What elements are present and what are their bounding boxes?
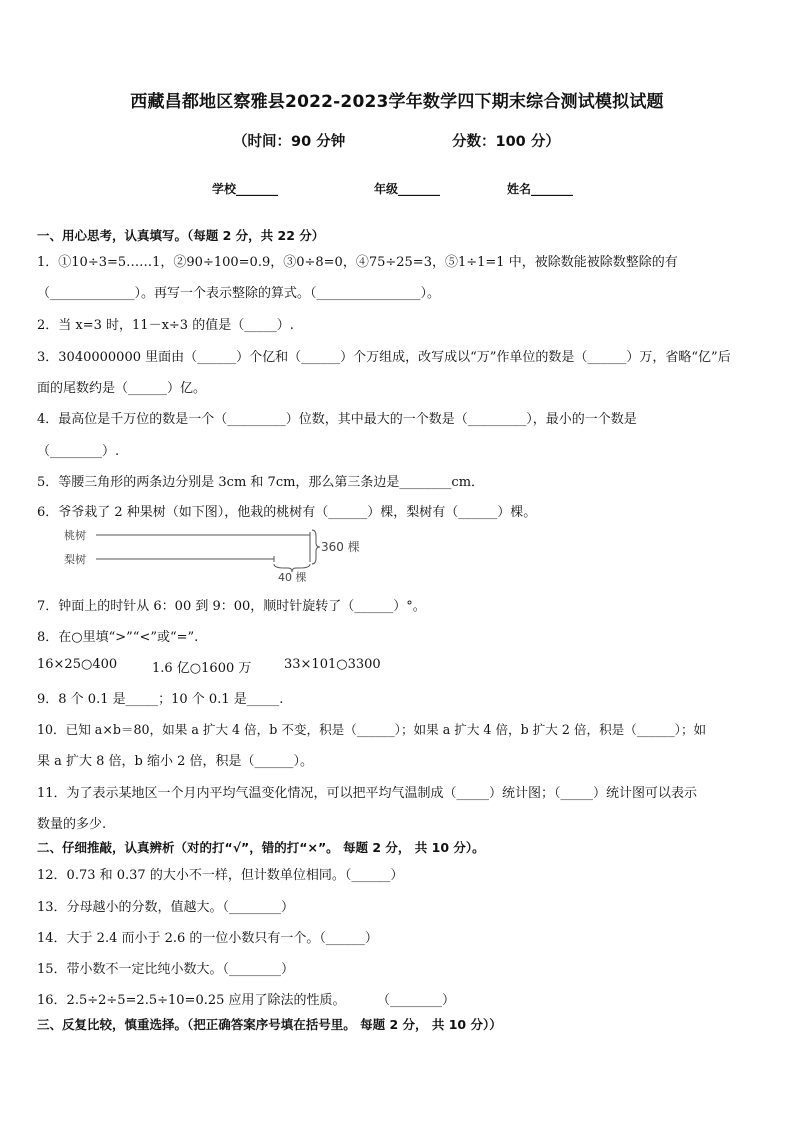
question-12: 12．0.73 和 0.37 的大小不一样，但计数单位相同。（______） [37, 868, 404, 883]
exam-title: 西藏昌都地区察雅县2022-2023学年数学四下期末综合测试模拟试题 [130, 92, 664, 112]
question-5: 5．等腰三角形的两条边分别是 3cm 和 7cm，那么第三条边是________cm． [37, 475, 485, 490]
question-8-item-1: 16×25○400 [37, 657, 118, 672]
school-field: 学校_______ [212, 182, 279, 196]
question-11-line-1: 11．为了表示某地区一个月内平均气温变化情况，可以把平均气温制成（_____）统计图；（_____）统计图可以表示 [37, 786, 698, 801]
question-4-line-2: （________）. [37, 444, 120, 459]
question-8-item-2: 1.6 亿○1600 万 [152, 661, 252, 676]
question-15: 15．带小数不一定比纯小数大。（________） [37, 962, 295, 977]
question-14: 14．大于 2.4 而小于 2.6 的一位小数只有一个。（______） [37, 931, 378, 946]
question-16-blank: （________） [377, 993, 456, 1008]
question-4-line-1: 4．最高位是千万位的数是一个（_________）位数，其中最大的一个数是（_________），最小的一个数是 [37, 412, 637, 427]
diagram-total-label: 360 棵 [321, 540, 360, 554]
question-1-line-1: 1．①10÷3=5……1，②90÷100=0.9，③0÷8=0，④75÷25=3，⑤1÷1=1 中，被除数能被除数整除的有 [37, 255, 678, 270]
question-7: 7．钟面上的时针从 6：00 到 9：00，顺时针旋转了（______）°。 [37, 599, 426, 614]
question-3-line-2: 面的尾数约是（______）亿。 [37, 381, 207, 396]
section-1-heading: 一、用心思考，认真填写。（每题 2 分，共 22 分） [37, 228, 325, 243]
diagram-label-peach: 桃树 [64, 529, 86, 542]
total-brace [312, 530, 320, 564]
question-9: 9．8 个 0.1 是_____；10 个 0.1 是_____. [37, 692, 284, 707]
question-16: 16．2.5÷2÷5=2.5÷10=0.25 应用了除法的性质。 [37, 993, 346, 1008]
exam-score: 分数：100 分） [452, 134, 560, 150]
question-8-line-1: 8．在○里填“>”“<”或“=”. [37, 630, 199, 645]
question-3-line-1: 3．3040000000 里面由（______）个亿和（______）个万组成，改写成以“万”作单位的数是（______）万，省略“亿”后 [37, 350, 731, 365]
question-2: 2．当 x=3 时，11－x÷3 的值是（_____）. [37, 318, 294, 333]
question-1-line-2: （_____________）。再写一个表示整除的算式。（________________）。 [37, 286, 441, 301]
question-10-line-2: 果 a 扩大 8 倍，b 缩小 2 倍，积是（______）。 [37, 754, 314, 769]
question-13: 13．分母越小的分数，值越大。（________） [37, 900, 295, 915]
question-8-item-3: 33×101○3300 [284, 657, 381, 672]
section-3-heading: 三、反复比较，慎重选择。（把正确答案序号填在括号里。 每题 2 分， 共 10 分）） [37, 1017, 502, 1032]
tree-line-diagram [62, 526, 382, 582]
section-2-heading: 二、仔细推敲，认真辨析（对的打“√”，错的打“×”。 每题 2 分， 共 10 分）。 [37, 840, 485, 855]
question-10-line-1: 10．已知 a×b＝80，如果 a 扩大 4 倍，b 不变，积是（______）；如果 a 扩大 4 倍，b 扩大 2 倍，积是（______）；如 [37, 722, 707, 737]
grade-field: 年级_______ [374, 182, 441, 196]
exam-time: （时间：90 分钟 [233, 134, 346, 150]
name-field: 姓名_______ [507, 182, 574, 196]
diagram-label-pear: 梨树 [64, 553, 86, 566]
question-6: 6．爷爷栽了 2 种果树（如下图），他栽的桃树有（______）棵，梨树有（______）棵。 [37, 505, 537, 520]
tree-diagram-svg [62, 526, 382, 582]
diagram-diff-label: 40 棵 [278, 571, 307, 582]
question-11-line-2: 数量的多少. [37, 817, 107, 832]
